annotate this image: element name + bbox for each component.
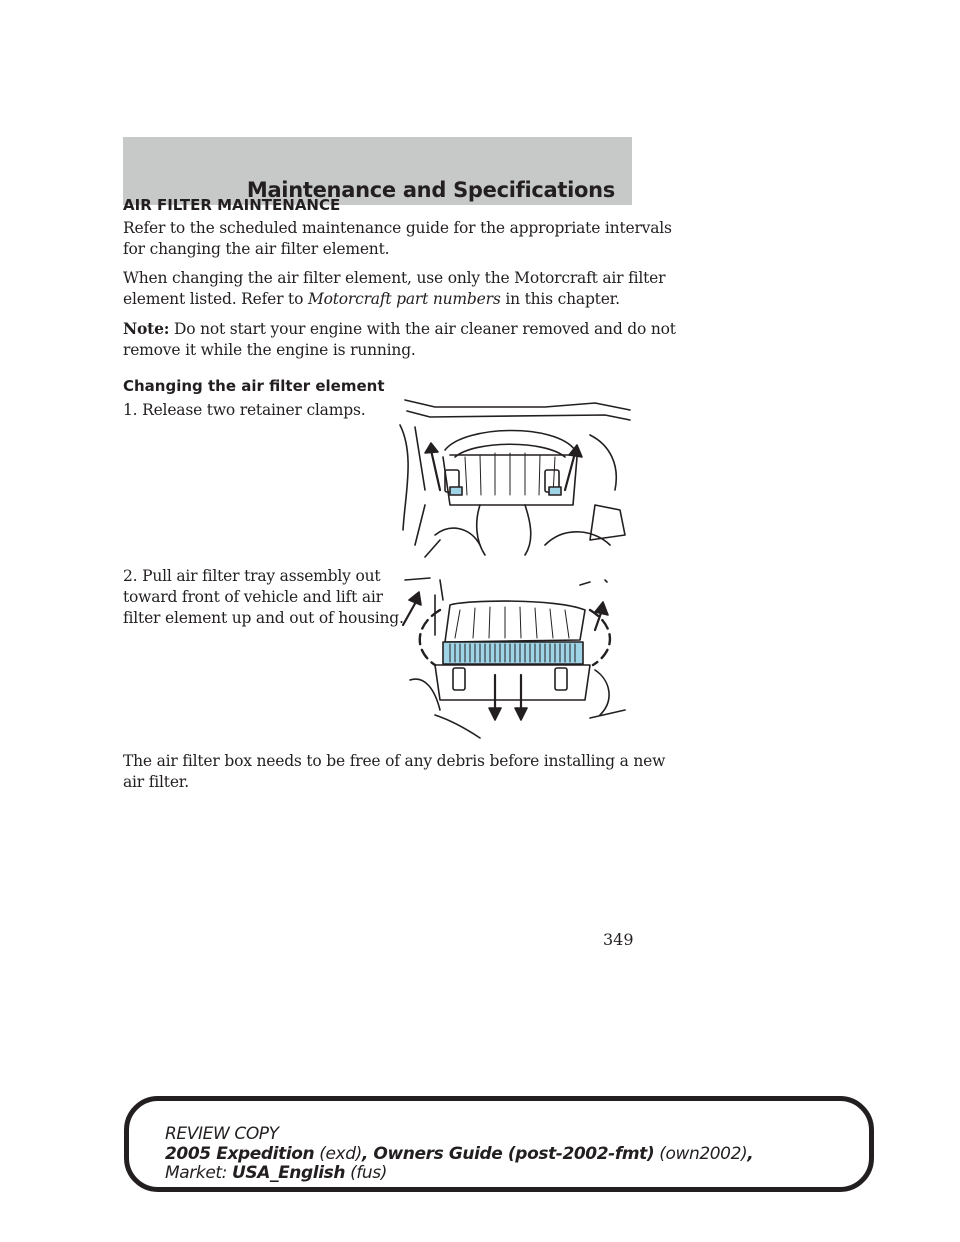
- section-heading: AIR FILTER MAINTENANCE: [123, 196, 341, 214]
- text-line: The air filter box needs to be free of any debris before installing a new: [123, 752, 666, 770]
- text-span: Do not start your engine with the air cleaner removed and do not: [169, 320, 676, 338]
- text-span: element listed. Refer to: [123, 290, 308, 308]
- closing-paragraph: [123, 751, 665, 793]
- market-label: Market:: [165, 1163, 232, 1183]
- step-1-text: 1. Release two retainer clamps.: [123, 401, 366, 419]
- text-line: [123, 318, 676, 340]
- market-code: (fus): [345, 1163, 387, 1183]
- text-line: toward front of vehicle and lift air: [123, 588, 383, 606]
- separator: ,: [747, 1144, 754, 1164]
- separator: ,: [361, 1144, 374, 1164]
- note-label: Note:: [123, 319, 170, 338]
- market-name: USA_English: [231, 1163, 346, 1183]
- text-line: Refer to the scheduled maintenance guide for the appropriate intervals: [123, 219, 672, 237]
- text-span: in this chapter.: [500, 290, 620, 308]
- review-copy-document: [165, 1144, 753, 1164]
- text-line: air filter.: [123, 773, 190, 791]
- paragraph-note: [123, 318, 676, 361]
- figure-pull-filter-tray: [395, 570, 635, 740]
- step-2-text: [123, 566, 404, 629]
- cross-reference: Motorcraft part numbers: [307, 290, 501, 308]
- page-header-title: Maintenance and Specifications: [246, 178, 615, 202]
- text-line: [123, 289, 665, 310]
- figure-retainer-clamps: [395, 395, 635, 560]
- text-line: 2. Pull air filter tray assembly out: [123, 567, 381, 585]
- page-number: 349: [603, 930, 634, 949]
- guide-code: (own2002): [654, 1144, 748, 1164]
- model-code: (exd): [314, 1144, 362, 1164]
- text-line: for changing the air filter element.: [123, 240, 390, 258]
- procedure-heading: Changing the air filter element: [123, 377, 385, 395]
- text-line: When changing the air filter element, use only the Motorcraft air filter: [123, 269, 666, 287]
- paragraph-intervals: [123, 218, 672, 260]
- text-line: remove it while the engine is running.: [123, 341, 416, 359]
- guide-name: Owners Guide (post-2002-fmt): [373, 1144, 655, 1164]
- review-copy-label: REVIEW COPY: [165, 1124, 279, 1144]
- model-name: 2005 Expedition: [165, 1144, 315, 1164]
- review-copy-market: [165, 1163, 387, 1183]
- paragraph-motorcraft: [123, 268, 665, 310]
- text-line: filter element up and out of housing.: [123, 609, 404, 627]
